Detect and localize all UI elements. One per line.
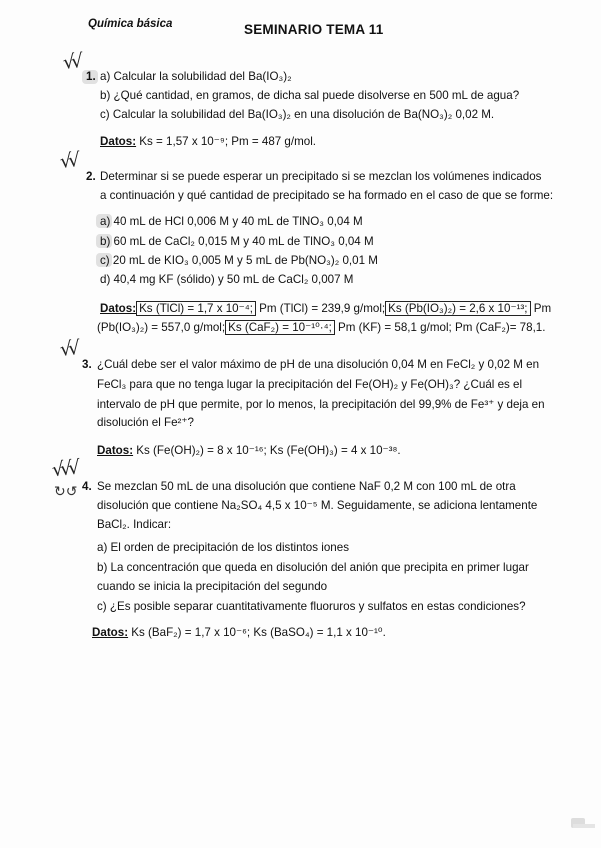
pm-label: Pm xyxy=(530,302,552,315)
question-text-line: c) Calcular la solubilidad del Ba(IO₃)₂ en una disolución de Ba(NO₃)₂ 0,02 M. xyxy=(100,108,495,121)
scanner-mark xyxy=(573,824,595,828)
datos-line xyxy=(100,135,316,149)
question-text-line: a) Calcular la solubilidad del Ba(IO₃)₂ xyxy=(100,70,292,83)
handwritten-check-icon: √√ xyxy=(58,149,78,173)
question-item: a) 40 mL de HCl 0,006 M y 40 mL de TlNO₃ 0,04 M xyxy=(100,215,363,228)
question-text-line: BaCl₂. Indicar: xyxy=(97,518,172,531)
datos-label: Datos: xyxy=(92,626,129,639)
pm-tlcl: Pm (TlCl) = 239,9 g/mol; xyxy=(255,302,386,315)
datos-line xyxy=(97,321,545,335)
datos-line xyxy=(97,444,401,458)
question-number: 3. xyxy=(82,358,92,371)
pm-rest: Pm (KF) = 58,1 g/mol; Pm (CaF₂)= 78,1. xyxy=(334,321,546,334)
question-text-line: Determinar si se puede esperar un precipitado si se mezclan los volúmenes indicados xyxy=(100,170,542,183)
question-text-line: disolución el Fe²⁺? xyxy=(97,416,194,429)
question-item: cuando se inicia la precipitación del segundo xyxy=(97,580,328,593)
datos-line xyxy=(92,626,386,640)
course-name: Química básica xyxy=(88,18,173,30)
question-item: b) 60 mL de CaCl₂ 0,015 M y 40 mL de TlNO₃ 0,04 M xyxy=(100,235,374,248)
boxed-ks-tlcl: Ks (TlCl) = 1,7 x 10⁻⁴; xyxy=(136,301,256,316)
question-number: 1. xyxy=(86,70,96,83)
handwritten-arrows-icon: ↻↺ xyxy=(54,484,78,500)
question-number: 2. xyxy=(86,170,96,183)
question-text-line: ¿Cuál debe ser el valor máximo de pH de una disolución 0,04 M en FeCl₂ y 0,02 M en xyxy=(97,358,540,371)
question-text-line: intervalo de pH que permite, por lo menos, la precipitación del 99,9% de Fe³⁺ y deja en xyxy=(97,398,545,411)
page-title: SEMINARIO TEMA 11 xyxy=(244,22,384,37)
datos-line xyxy=(100,302,551,316)
datos-label: Datos: xyxy=(100,302,137,315)
question-item: c) 20 mL de KIO₃ 0,005 M y 5 mL de Pb(NO₃)₂ 0,01 M xyxy=(100,254,378,267)
boxed-ks-pbio3: Ks (Pb(IO₃)₂) = 2,6 x 10⁻¹³; xyxy=(385,301,530,316)
datos-label: Datos: xyxy=(97,444,134,457)
question-text-line: b) ¿Qué cantidad, en gramos, de dicha sal puede disolverse en 500 mL de agua? xyxy=(100,89,520,102)
pm-pbio3: (Pb(IO₃)₂) = 557,0 g/mol; xyxy=(97,321,226,334)
question-text-line: a continuación y qué cantidad de precipitado se ha formado en el caso de que se forme: xyxy=(100,189,554,202)
handwritten-check-icon: √√ xyxy=(58,337,78,361)
question-item: c) ¿Es posible separar cuantitativamente fluoruros y sulfatos en estas condiciones? xyxy=(97,600,526,613)
handwritten-check-icon: √√ xyxy=(61,50,81,74)
question-item: b) La concentración que queda en disolución del anión que precipita en primer lugar xyxy=(97,561,529,574)
handwritten-check-icon: √√√ xyxy=(50,456,78,482)
boxed-ks-caf2: Ks (CaF₂) = 10⁻¹⁰·⁴; xyxy=(225,320,335,335)
datos-values: Ks = 1,57 x 10⁻⁹; Pm = 487 g/mol. xyxy=(136,135,317,148)
question-text-line: Se mezclan 50 mL de una disolución que contiene NaF 0,2 M con 100 mL de otra xyxy=(97,480,516,493)
question-item: a) El orden de precipitación de los distintos iones xyxy=(97,541,349,554)
question-text-line: disolución que contiene Na₂SO₄ 4,5 x 10⁻⁵ M. Seguidamente, se adiciona lentamente xyxy=(97,499,538,512)
datos-values: Ks (Fe(OH)₂) = 8 x 10⁻¹⁶; Ks (Fe(OH)₃) = 4 x 10⁻³⁸. xyxy=(133,444,401,457)
datos-values: Ks (BaF₂) = 1,7 x 10⁻⁶; Ks (BaSO₄) = 1,1 x 10⁻¹⁰. xyxy=(128,626,386,639)
question-number: 4. xyxy=(82,480,92,493)
datos-label: Datos: xyxy=(100,135,137,148)
question-text-line: FeCl₃ para que no tenga lugar la precipitación del Fe(OH)₂ y Fe(OH)₃? ¿Cuál es el xyxy=(97,378,523,391)
question-item: d) 40,4 mg KF (sólido) y 50 mL de CaCl₂ 0,007 M xyxy=(100,273,354,286)
